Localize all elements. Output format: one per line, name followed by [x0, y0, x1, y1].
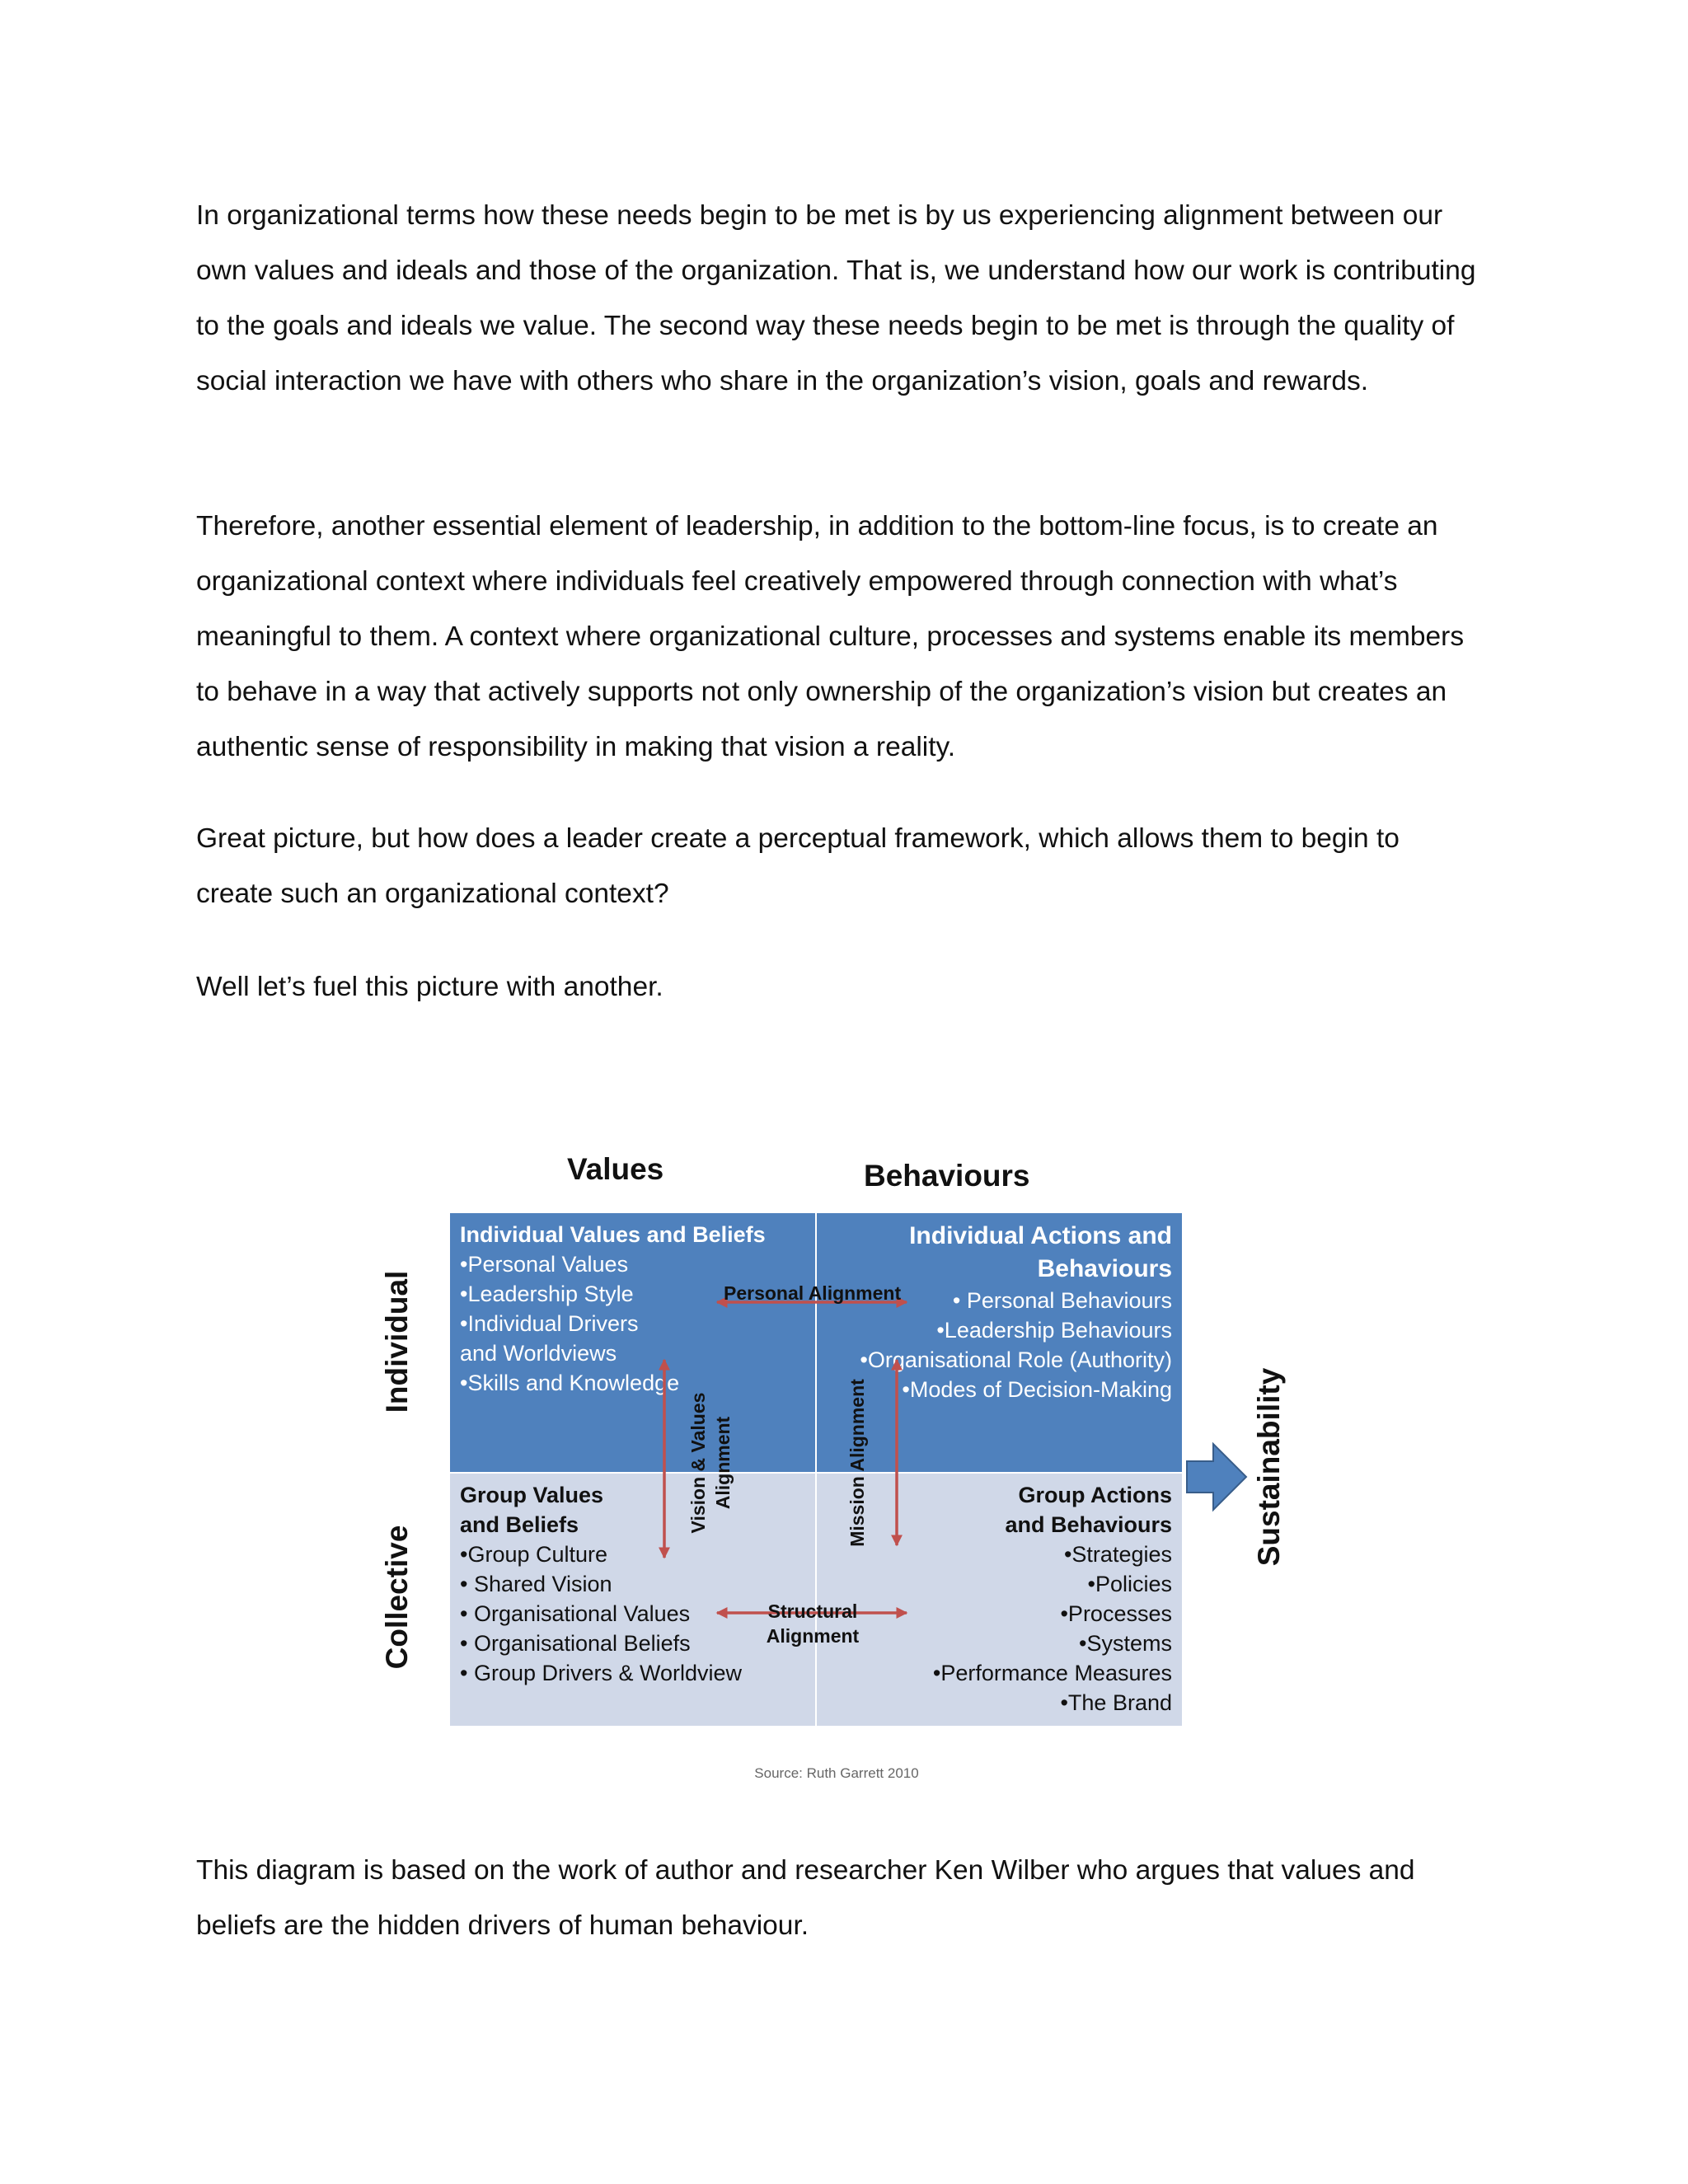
row-label-individual: Individual	[380, 1270, 414, 1413]
list-item: • Organisational Beliefs	[460, 1631, 691, 1656]
list-item: •Modes of Decision-Making	[902, 1377, 1172, 1402]
list-item: •Performance Measures	[932, 1661, 1172, 1685]
list-item: • Personal Behaviours	[952, 1288, 1172, 1313]
diagram-source-caption: Source: Ruth Garrett 2010	[754, 1765, 919, 1781]
paragraph-perceptual-framework: Great picture, but how does a leader create a perceptual framework, which allows them to begin to create such an organizational context?	[196, 823, 1400, 909]
list-item: • Organisational Values	[460, 1601, 691, 1626]
mission-alignment-label: Mission Alignment	[846, 1379, 868, 1547]
list-item: •Strategies	[1063, 1542, 1172, 1567]
outcome-label-sustainability: Sustainability	[1252, 1367, 1286, 1567]
quadrant-title: Group Actions and Behaviours	[1005, 1483, 1172, 1537]
list-item: •Individual Drivers and Worldviews	[460, 1311, 639, 1366]
row-label-collective: Collective	[380, 1525, 414, 1670]
list-item: •Group Culture	[460, 1542, 608, 1567]
quadrant-group-values	[450, 1474, 815, 1726]
list-item: •Personal Values	[460, 1252, 629, 1277]
personal-alignment-label: Personal Alignment	[724, 1282, 902, 1304]
column-header-values: Values	[567, 1152, 664, 1186]
list-item: •Policies	[1087, 1572, 1172, 1596]
list-item: •The Brand	[1060, 1690, 1172, 1715]
list-item: •Leadership Style	[460, 1282, 634, 1306]
list-item: • Shared Vision	[460, 1572, 612, 1596]
vision-values-alignment-label: Vision & Values Alignment	[687, 1392, 734, 1534]
quadrant-diagram	[363, 1137, 1311, 1813]
paragraph-fuel-picture: Well let’s fuel this picture with another.	[196, 972, 663, 1002]
list-item: •Processes	[1060, 1601, 1172, 1626]
list-item: • Group Drivers & Worldview	[460, 1661, 743, 1685]
quadrant-title: Group Values and Beliefs	[460, 1483, 604, 1537]
quadrant-title: Individual Actions and Behaviours	[909, 1222, 1172, 1282]
paragraph-ken-wilber: This diagram is based on the work of author and researcher Ken Wilber who argues that values and beliefs are the hidden drivers of human behaviour.	[196, 1855, 1415, 1941]
sustainability-arrow-icon	[1187, 1444, 1246, 1510]
list-item: •Organisational Role (Authority)	[860, 1347, 1172, 1372]
list-item: •Skills and Knowledge	[460, 1371, 680, 1395]
column-header-behaviours: Behaviours	[864, 1159, 1030, 1193]
quadrant-group-behaviours	[817, 1474, 1182, 1726]
quadrant-individual-behaviours	[817, 1213, 1182, 1472]
paragraph-alignment-needs: In organizational terms how these needs begin to be met is by us experiencing alignment between our own values and ideals and those of the organization. That is, we understand how our work is contributing to the goals and ideals we value. The second way these needs begin to be met is through the quality of social interaction we have with others who share in the organization’s vision, goals and rewards.	[196, 200, 1476, 396]
quadrant-individual-values	[450, 1213, 815, 1472]
paragraph-organizational-context: Therefore, another essential element of leadership, in addition to the bottom-line focus, is to create an organizational context where individuals feel creatively empowered through connection with what’s meaningful to them. A context where organizational culture, processes and systems enable its members to behave in a way that actively supports not only ownership of the organization’s vision but creates an authentic sense of responsibility in making that vision a reality.	[196, 511, 1465, 762]
list-item: •Systems	[1079, 1631, 1172, 1656]
quadrant-title: Individual Values and Beliefs	[460, 1222, 766, 1247]
list-item: •Leadership Behaviours	[936, 1318, 1172, 1343]
structural-alignment-label: Structural Alignment	[766, 1601, 860, 1647]
